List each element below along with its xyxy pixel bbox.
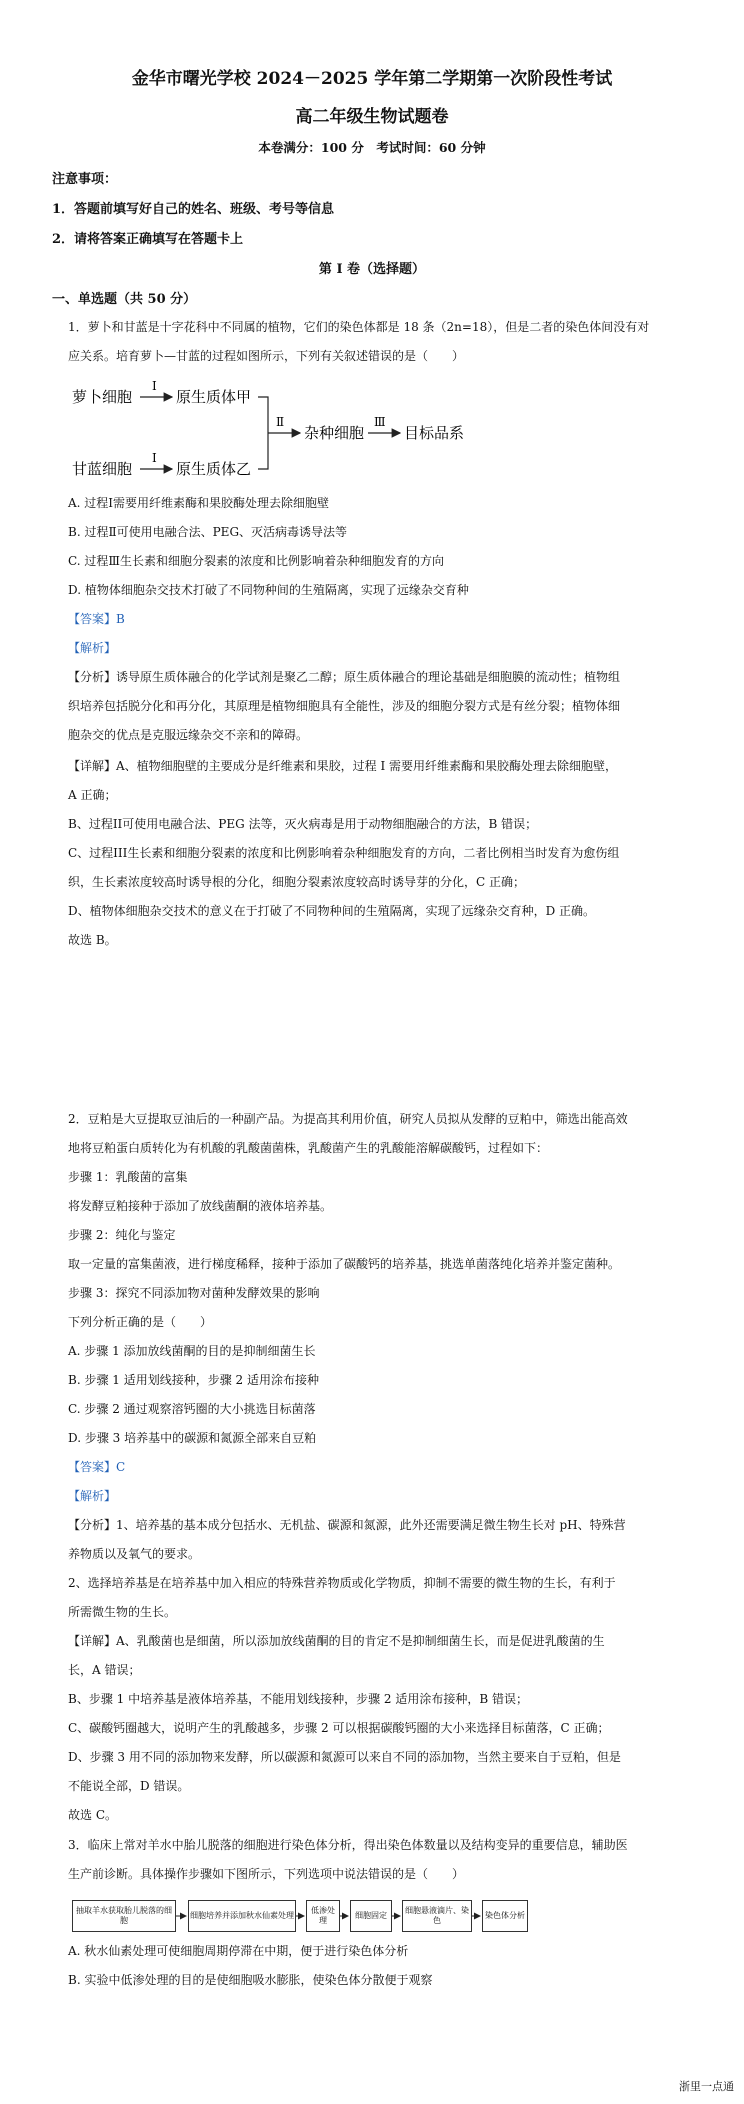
exam-meta: 本卷满分：100 分 考试时间：60 分钟 xyxy=(258,140,486,155)
q2-analysis-line: C、碳酸钙圈越大，说明产生的乳酸越多，步骤 2 可以根据碳酸钙圈的大小来选择目标菌落，C 正确； xyxy=(68,1721,610,1735)
q2-analysis-line: D、步骤 3 用不同的添加物来发酵，所以碳源和氮源可以来自不同的添加物，当然主要来自于豆粕，但是 xyxy=(68,1750,621,1764)
q2-option-a: A. 步骤 1 添加放线菌酮的目的是抑制细菌生长 xyxy=(68,1344,316,1358)
q2-analysis-line: 长，A 错误； xyxy=(68,1663,141,1677)
q1-analysis-line: 织，生长素浓度较高时诱导根的分化，细胞分裂素浓度较高时诱导芽的分化，C 正确； xyxy=(68,875,525,889)
part-title: 第 I 卷（选择题） xyxy=(318,262,426,277)
footer-watermark: 浙里一点通 xyxy=(679,2080,734,2093)
notice-item: 1．答题前填写好自己的姓名、班级、考号等信息 xyxy=(52,202,335,217)
q3-flowchart xyxy=(68,1898,608,1934)
protoplast-b-label: 原生质体乙 xyxy=(176,460,252,478)
q2-stem: 2．豆粕是大豆提取豆油后的一种副产品。为提高其利用价值，研究人员拟从发酵的豆粕中，筛选出能高效 xyxy=(68,1112,628,1126)
q2-option-c: C. 步骤 2 通过观察溶钙圈的大小挑选目标菌落 xyxy=(68,1402,316,1416)
q2-analysis-line: 故选 C。 xyxy=(68,1808,117,1822)
q1-analysis-label: 【解析】 xyxy=(68,641,117,655)
radish-cell-label: 萝卜细胞 xyxy=(72,388,133,406)
q1-analysis-line: 胞杂交的优点是克服远缘杂交不亲和的障碍。 xyxy=(68,728,309,742)
flow-step-collect-cells: 抽取羊水获取胎儿脱落的细胞 xyxy=(72,1900,176,1932)
q1-option-a: A. 过程Ⅰ需要用纤维素酶和果胶酶处理去除细胞壁 xyxy=(68,496,330,510)
exam-title: 金华市曙光学校 2024－2025 学年第二学期第一次阶段性考试 xyxy=(131,69,613,89)
q1-option-c: C. 过程Ⅲ生长素和细胞分裂素的浓度和比例影响着杂种细胞发育的方向 xyxy=(68,554,444,568)
step1-label: Ⅰ xyxy=(152,379,157,393)
q2-analysis-line: 【详解】A、乳酸菌也是细菌，所以添加放线菌酮的目的肯定不是抑制细菌生长，而是促进乳酸菌的生 xyxy=(68,1634,605,1648)
q1-analysis-line: A 正确； xyxy=(68,788,117,802)
q1-option-b: B. 过程Ⅱ可使用电融合法、PEG、灭活病毒诱导法等 xyxy=(68,525,348,539)
flow-step-fixation: 细胞固定 xyxy=(350,1900,392,1932)
q3-stem: 生产前诊断。具体操作步骤如下图所示，下列选项中说法错误的是（ ） xyxy=(68,1867,465,1881)
q3-option-a: A. 秋水仙素处理可使细胞周期停滞在中期，便于进行染色体分析 xyxy=(68,1944,409,1958)
q2-stem: 地将豆粕蛋白质转化为有机酸的乳酸菌菌株，乳酸菌产生的乳酸能溶解碳酸钙，过程如下： xyxy=(68,1141,549,1155)
q3-option-b: B. 实验中低渗处理的目的是使细胞吸水膨胀，使染色体分散便于观察 xyxy=(68,1973,433,1987)
cabbage-cell-label: 甘蓝细胞 xyxy=(72,460,133,478)
q2-answer: 【答案】C xyxy=(68,1460,126,1474)
flow-step-slide-stain: 细胞悬液滴片、染色 xyxy=(402,1900,472,1932)
q2-stem: 将发酵豆粕接种于添加了放线菌酮的液体培养基。 xyxy=(68,1199,333,1213)
q2-stem: 下列分析正确的是（ ） xyxy=(68,1315,213,1329)
q1-analysis-line: C、过程III生长素和细胞分裂素的浓度和比例影响着杂种细胞发育的方向，二者比例相当时发育为愈伤组 xyxy=(68,846,620,860)
q2-analysis-line: 2、选择培养基是在培养基中加入相应的特殊营养物质或化学物质，抑制不需要的微生物的生长，有利于 xyxy=(68,1576,616,1590)
q1-analysis-line: 织培养包括脱分化和再分化，其原理是植物细胞具有全能性，涉及的细胞分裂方式是有丝分裂；植物体细 xyxy=(68,699,621,713)
step2-label: Ⅱ xyxy=(276,415,285,429)
q2-analysis-line: 不能说全部，D 错误。 xyxy=(68,1779,190,1793)
protoplast-a-label: 原生质体甲 xyxy=(176,388,252,406)
step3-label: Ⅲ xyxy=(374,415,386,429)
section-title: 一、单选题（共 50 分） xyxy=(52,292,197,307)
q1-diagram xyxy=(68,376,488,484)
q2-stem: 步骤 3：探究不同添加物对菌种发酵效果的影响 xyxy=(68,1286,320,1300)
q2-option-b: B. 步骤 1 适用划线接种，步骤 2 适用涂布接种 xyxy=(68,1373,319,1387)
flow-step-analysis: 染色体分析 xyxy=(482,1900,528,1932)
q2-stem: 步骤 2：纯化与鉴定 xyxy=(68,1228,176,1242)
q1-analysis-line: 【分析】诱导原生质体融合的化学试剂是聚乙二醇；原生质体融合的理论基础是细胞膜的流动性；植物组 xyxy=(68,670,621,684)
q2-stem: 步骤 1：乳酸菌的富集 xyxy=(68,1170,188,1184)
target-line-label: 目标品系 xyxy=(404,424,465,442)
q1-option-d: D. 植物体细胞杂交技术打破了不同物种间的生殖隔离，实现了远缘杂交育种 xyxy=(68,583,469,597)
q1-stem: 应关系。培育萝卜—甘蓝的过程如图所示，下列有关叙述错误的是（ ） xyxy=(68,349,465,363)
q2-stem: 取一定量的富集菌液，进行梯度稀释，接种于添加了碳酸钙的培养基，挑选单菌落纯化培养并鉴定菌种。 xyxy=(68,1257,621,1271)
q2-analysis-line: 所需微生物的生长。 xyxy=(68,1605,177,1619)
q2-analysis-line: 养物质以及氧气的要求。 xyxy=(68,1547,201,1561)
notice-item: 2．请将答案正确填写在答题卡上 xyxy=(52,232,244,247)
q2-analysis-line: 【分析】1、培养基的基本成分包括水、无机盐、碳源和氮源，此外还需要满足微生物生长对 pH、特殊营 xyxy=(68,1518,626,1532)
q1-analysis-line: 【详解】A、植物细胞壁的主要成分是纤维素和果胶，过程 I 需要用纤维素酶和果胶酶处理去除细胞壁， xyxy=(68,759,618,773)
q1-diagram-svg xyxy=(68,376,488,484)
q1-answer: 【答案】B xyxy=(68,612,125,626)
q1-analysis-line: B、过程II可使用电融合法、PEG 法等，灭火病毒是用于动物细胞融合的方法，B 错误； xyxy=(68,817,538,831)
notice-heading: 注意事项： xyxy=(52,172,118,187)
flow-step-hypotonic: 低渗处理 xyxy=(306,1900,340,1932)
q3-stem: 3．临床上常对羊水中胎儿脱落的细胞进行染色体分析，得出染色体数量以及结构变异的重要信息，辅助医 xyxy=(68,1838,628,1852)
q1-analysis-line: D、植物体细胞杂交技术的意义在于打破了不同物种间的生殖隔离，实现了远缘杂交育种，D 正确。 xyxy=(68,904,596,918)
merge-bracket xyxy=(258,397,268,469)
q1-stem: 1．萝卜和甘蓝是十字花科中不同属的植物，它们的染色体都是 18 条（2n=18），但是二者的染色体间没有对 xyxy=(68,320,650,334)
flow-step-culture: 细胞培养并添加秋水仙素处理 xyxy=(188,1900,296,1932)
step1-label: Ⅰ xyxy=(152,451,157,465)
q2-option-d: D. 步骤 3 培养基中的碳源和氮源全部来自豆粕 xyxy=(68,1431,317,1445)
q2-analysis-line: B、步骤 1 中培养基是液体培养基，不能用划线接种，步骤 2 适用涂布接种，B 错误； xyxy=(68,1692,528,1706)
hybrid-cell-label: 杂种细胞 xyxy=(304,424,365,442)
q1-analysis-line: 故选 B。 xyxy=(68,933,117,947)
q2-analysis-label: 【解析】 xyxy=(68,1489,117,1503)
exam-subtitle: 高二年级生物试题卷 xyxy=(295,107,449,127)
